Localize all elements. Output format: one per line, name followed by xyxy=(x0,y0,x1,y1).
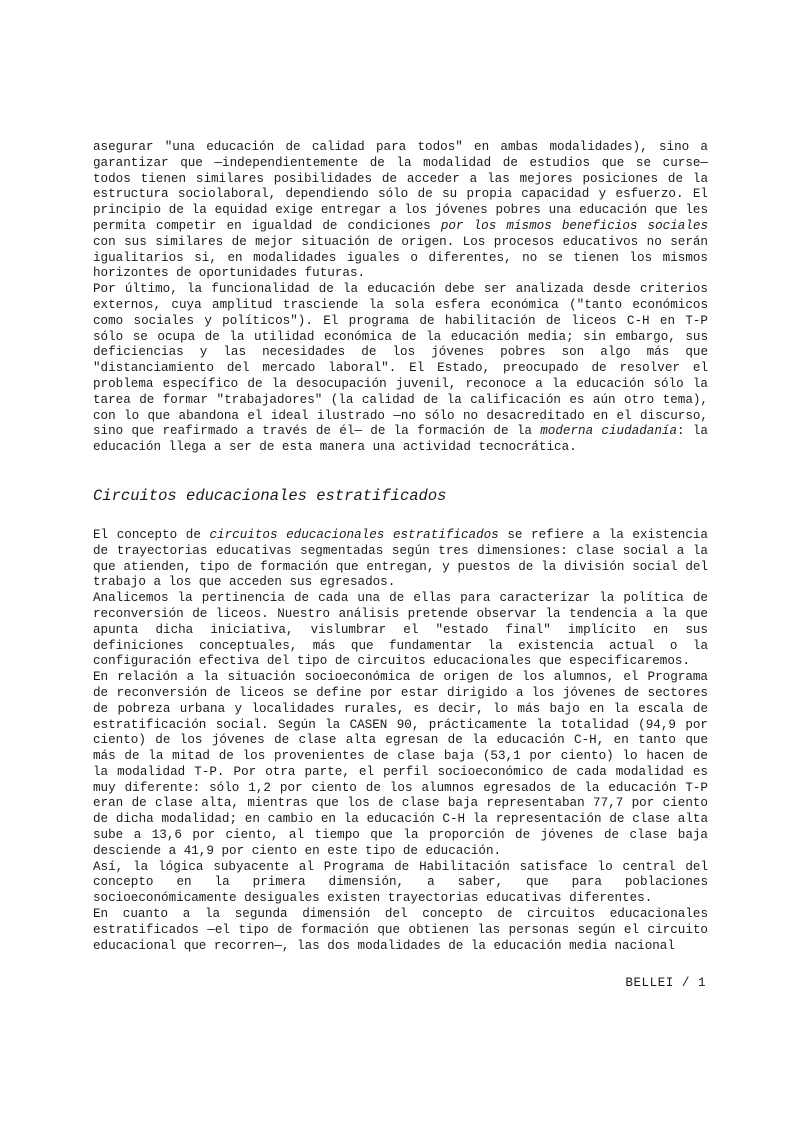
text-run: Por último, la funcionalidad de la educación debe ser analizada desde criterios externos, cuya amplitud trasciende la sola esfera económica ("tanto económicos como sociales y políticos"). El programa de habilitación de liceos C-H en T-P sólo se ocupa de la utilidad económica de la educación media; sin embargo, sus deficiencias y las necesidades de los jóvenes pobres son algo más que "distanciamiento del mercado laboral". El Estado, preocupado de resolver el problema específico de la desocupación juvenil, reconoce a la educación sólo la tarea de formar "trabajadores" (la calidad de la calificación es aún otro tema), con lo que abandona el ideal ilustrado —no sólo no desacreditado en el discurso, sino que reafirmado a través de él— de la formación de la xyxy=(93,282,708,439)
text-run: se refiere a la existencia de trayectorias educativas segmentadas según tres dimensiones: clase social a la que atienden, tipo de formación que entregan, y puestos de la división social del trabajo a los que acceden sus egresados. xyxy=(93,527,708,590)
paragraph-socioeconomic: En relación a la situación socioeconómica de origen de los alumnos, el Programa de reconversión de liceos se define por estar dirigido a los jóvenes de sectores de pobreza urbana y localidades rurales, es decir, lo más bajo en la escala de estratificación social. Según la CASEN 90, prácticamente la totalidad (94,9 por ciento) de los jóvenes de clase alta egresan de la educación C-H, en tanto que más de la mitad de los provenientes de clase baja (53,1 por ciento) lo hacen de la modalidad T-P. Por otra parte, el perfil socioeconómico de cada modalidad es muy diferente: sólo 1,2 por ciento de los alumnos egresados de la educación T-P eran de clase alta, mientras que los de clase baja representaban 77,7 por ciento de dicha modalidad; en cambio en la educación C-H la representación de clase alta sube a 13,6 por ciento, al tiempo que la proporción de jóvenes de clase baja desciende a 41,9 por ciento en este tipo de educación. xyxy=(93,670,708,858)
emphasis-text: por los mismos beneficios sociales xyxy=(440,218,708,233)
section-heading: Circuitos educacionales estratificados xyxy=(93,486,447,505)
paragraph-equity xyxy=(93,140,708,282)
emphasis-text: moderna ciudadanía xyxy=(540,424,678,439)
running-footer: BELLEI / 1 xyxy=(625,976,706,990)
paragraph-second-dimension: En cuanto a la segunda dimensión del concepto de circuitos educacionales estratificados —el tipo de formación que obtienen las personas según el circuito educacional que recorren—, las dos modalidades de la educación media nacional xyxy=(93,907,708,953)
paragraph-concept xyxy=(93,528,708,591)
text-run: asegurar "una educación de calidad para todos" en ambas modalidades), sino a garantizar que —independientemente de la modalidad de estudios que se curse— todos tienen similares posibilidades de acceder a las mejores posiciones de la estructura sociolaboral, dependiendo sólo de su propia capacidad y esfuerzo. El principio de la equidad exige entregar a los jóvenes pobres una educación que les permita competir en igualdad de condiciones xyxy=(93,140,708,233)
paragraph-logic: Así, la lógica subyacente al Programa de Habilitación satisface lo central del concepto en la primera dimensión, a saber, que para poblaciones socioeconómicamente desiguales existen trayectorias educativas diferentes. xyxy=(93,859,708,906)
paragraph-analysis: Analicemos la pertinencia de cada una de ellas para caracterizar la política de reconversión de liceos. Nuestro análisis pretende observar la tendencia a la que apunta dicha iniciativa, vislumbrar el "estado final" implícito en sus definiciones conceptuales, más que fundamentar la existencia actual o la configuración efectiva del tipo de circuitos educacionales que especificaremos. xyxy=(93,591,708,669)
paragraph-functionality xyxy=(93,282,708,456)
text-run: : la educación llega a ser de esta manera una actividad tecnocrática. xyxy=(93,424,708,455)
text-run: El concepto de xyxy=(93,527,210,542)
text-run: con sus similares de mejor situación de origen. Los procesos educativos no serán igualitarios si, en modalidades iguales o diferentes, no se tienen los mismos horizontes de oportunidades futuras. xyxy=(93,234,708,281)
document-page xyxy=(93,140,708,954)
emphasis-text: circuitos educacionales estratificados xyxy=(209,527,499,542)
